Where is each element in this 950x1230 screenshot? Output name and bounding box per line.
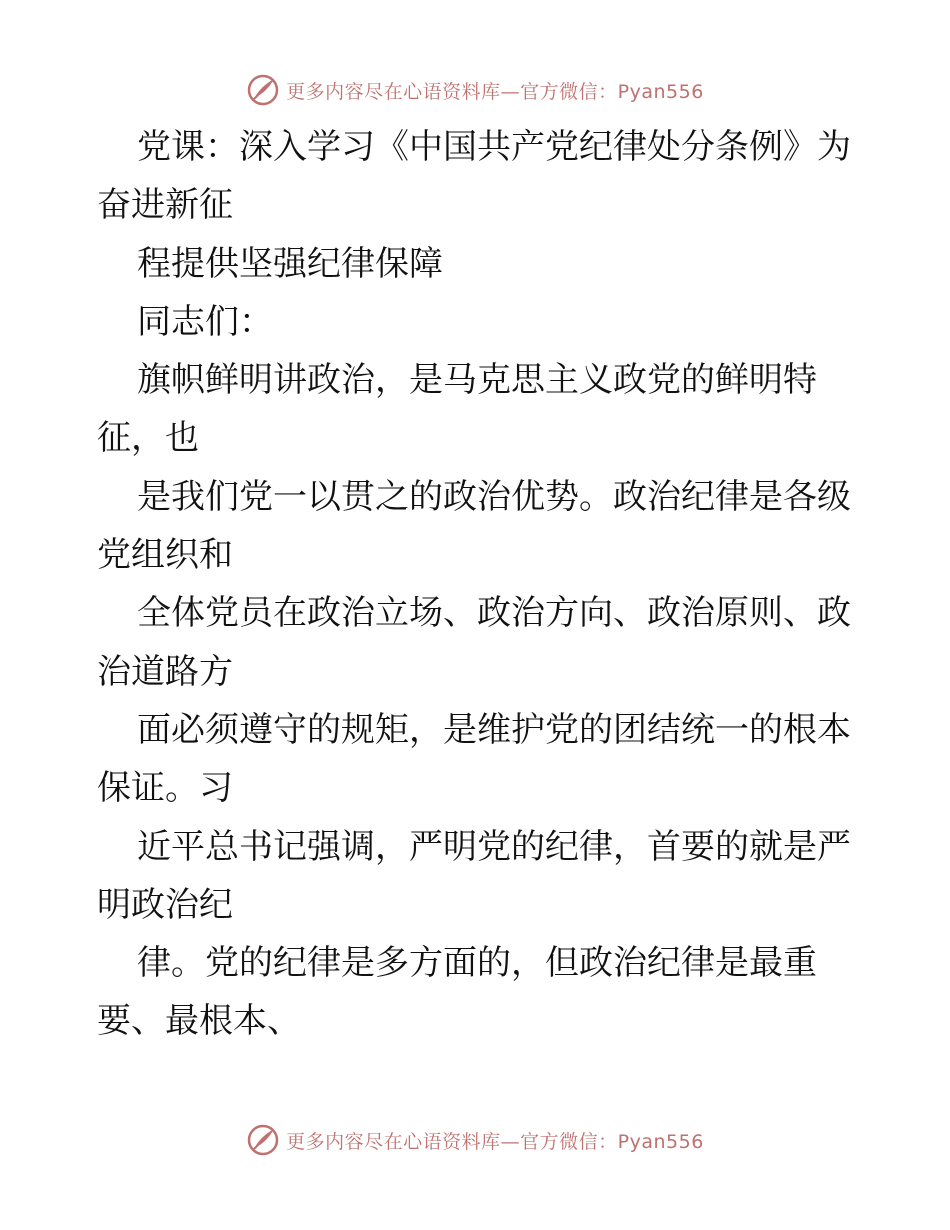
text-line: 党组织和 <box>97 535 233 576</box>
text-line: 奋进新征 <box>97 185 233 226</box>
text-line: 要、最根本、 <box>97 1001 301 1042</box>
text-line: 治道路方 <box>97 651 233 692</box>
text-line: 近平总书记强调，严明党的纪律，首要的就是严 <box>137 826 851 867</box>
text-line: 征，也 <box>97 418 199 459</box>
text-line: 旗帜鲜明讲政治，是马克思主义政党的鲜明特 <box>137 360 817 401</box>
watermark-handle: Pyan556 <box>617 1130 704 1153</box>
footer-watermark <box>0 1120 950 1160</box>
quill-logo-icon <box>246 1123 280 1157</box>
text-line: 程提供坚强纪律保障 <box>137 243 443 284</box>
watermark-text: 更多内容尽在心语资料库—官方微信：Pyan556 <box>286 1130 704 1153</box>
quill-logo-icon <box>246 73 280 107</box>
text-line: 同志们： <box>137 301 273 342</box>
text-line: 党课：深入学习《中国共产党纪律处分条例》为 <box>137 127 851 167</box>
document-body <box>97 118 867 1051</box>
watermark-text: 更多内容尽在心语资料库—官方微信：Pyan556 <box>286 80 704 103</box>
text-line: 保证。习 <box>97 768 233 809</box>
text-line: 面必须遵守的规矩，是维护党的团结统一的根本 <box>137 709 851 750</box>
header-watermark <box>0 70 950 110</box>
text-line: 律。党的纪律是多方面的，但政治纪律是最重 <box>137 943 817 984</box>
text-line: 明政治纪 <box>97 884 233 925</box>
text-line: 全体党员在政治立场、政治方向、政治原则、政 <box>137 593 851 634</box>
text-line: 是我们党一以贯之的政治优势。政治纪律是各级 <box>137 476 851 517</box>
watermark-handle: Pyan556 <box>617 80 704 103</box>
